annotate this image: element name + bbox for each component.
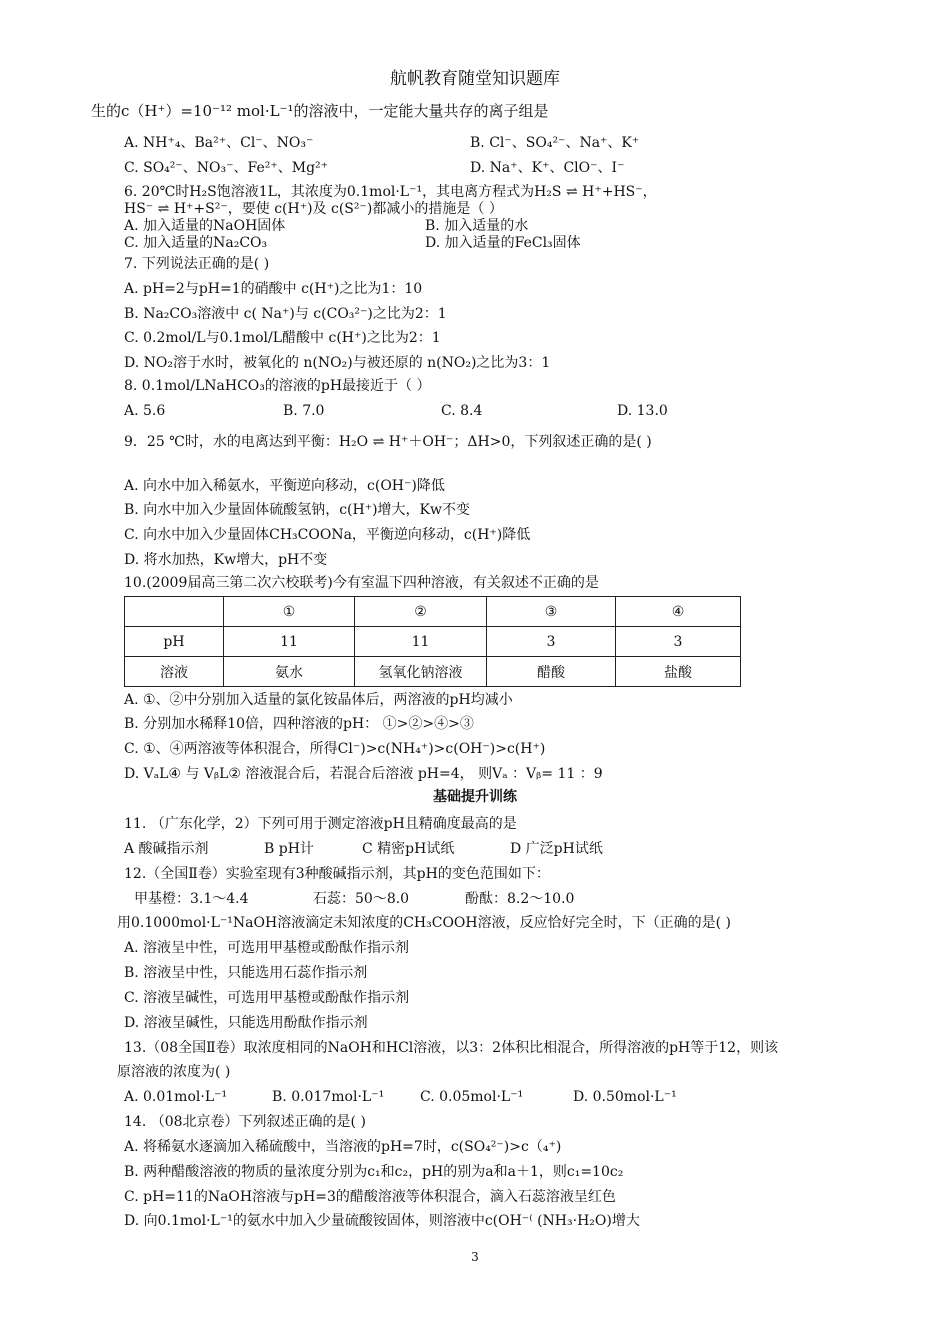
q12-option-b: B. 溶液呈中性，只能选用石蕊作指示剂 [124,965,368,981]
q12-option-a: A. 溶液呈中性，可选用甲基橙或酚酞作指示剂 [124,940,410,956]
q11-option-a: A 酸碱指示剂 [124,841,209,857]
q14-option-d: D. 向0.1mol·L⁻¹的氨水中加入少量硫酸铵固体，则溶液中c(OH⁻⁽ (NH₃·H₂O)增大 [124,1213,640,1229]
q8-option-a: A. 5.6 [124,403,166,419]
option-b: B. Cl⁻、SO₄²⁻、Na⁺、K⁺ [470,135,640,151]
table-cell: 11 [355,627,487,657]
table-cell: pH [125,627,224,657]
table-cell: ④ [616,597,741,627]
table-cell: 11 [224,627,355,657]
q6-option-c: C. 加入适量的Na₂CO₃ [124,235,268,251]
table-cell: 3 [487,627,616,657]
q11-option-b: B pH计 [264,841,314,857]
q12-option-d: D. 溶液呈碱性，只能选用酚酞作指示剂 [124,1015,368,1031]
question-6-cont: HS⁻ ⇌ H⁺+S²⁻，要使 c(H⁺)及 c(S²⁻)都减小的措施是（ ） [124,201,503,217]
question-10: 10.(2009届高三第二次六校联考)今有室温下四种溶液，有关叙述不正确的是 [124,575,599,591]
table-cell [125,597,224,627]
question-9: 9．25 ℃时，水的电离达到平衡：H₂O ⇌ H⁺＋OH⁻；ΔH>0，下列叙述正确的是( ) [124,434,652,450]
section-title: 基础提升训练 [433,789,517,805]
q8-option-d: D. 13.0 [617,403,668,419]
q11-option-c: C 精密pH试纸 [362,841,455,857]
q10-option-c: C. ①、④两溶液等体积混合，所得Cl⁻)>c(NH₄⁺)>c(OH⁻)>c(H⁺) [124,741,546,757]
q7-option-d: D. NO₂溶于水时，被氧化的 n(NO₂)与被还原的 n(NO₂)之比为3：1 [124,355,551,371]
question-12-cont: 用0.1000mol·L⁻¹NaOH溶液滴定未知浓度的CH₃COOH溶液，反应恰好完全时，下（正确的是( ) [117,915,731,931]
q13-option-b: B. 0.017mol·L⁻¹ [272,1089,385,1105]
q7-option-b: B. Na₂CO₃溶液中 c( Na⁺)与 c(CO₃²⁻)之比为2：1 [124,306,447,322]
table-cell: 溶液 [125,657,224,687]
table-row [125,627,741,657]
q13-option-d: D. 0.50mol·L⁻¹ [573,1089,677,1105]
question-14: 14. （08北京卷）下列叙述正确的是( ) [124,1114,366,1130]
indicator-litmus: 石蕊：50～8.0 [313,891,410,907]
option-c: C. SO₄²⁻、NO₃⁻、Fe²⁺、Mg²⁺ [124,160,329,176]
table-cell: 氢氧化钠溶液 [355,657,487,687]
q13-option-c: C. 0.05mol·L⁻¹ [420,1089,524,1105]
indicator-phenolphthalein: 酚酞：8.2～10.0 [465,891,575,907]
q6-option-d: D. 加入适量的FeCl₃固体 [425,235,581,251]
option-d: D. Na⁺、K⁺、ClO⁻、I⁻ [470,160,625,176]
table-cell: 盐酸 [616,657,741,687]
q9-option-a: A. 向水中加入稀氨水，平衡逆向移动，c(OH⁻)降低 [124,478,445,494]
q7-option-a: A. pH=2与pH=1的硝酸中 c(H⁺)之比为1：10 [124,281,423,297]
table-cell: 氨水 [224,657,355,687]
table-cell: ② [355,597,487,627]
q11-option-d: D 广泛pH试纸 [510,841,603,857]
table-cell: ③ [487,597,616,627]
question-6: 6. 20℃时H₂S饱溶液1L，其浓度为0.1mol·L⁻¹，其电离方程式为H₂S ⇌ H⁺+HS⁻， [124,184,657,200]
q9-option-b: B. 向水中加入少量固体硫酸氢钠，c(H⁺)增大，Kw不变 [124,502,470,518]
table-header-row [125,597,741,627]
question-stem: 生的c（H⁺）=10⁻¹² mol·L⁻¹的溶液中，一定能大量共存的离子组是 [91,102,549,120]
q9-option-d: D. 将水加热，Kw增大，pH不变 [124,552,328,568]
indicator-methyl-orange: 甲基橙：3.1～4.4 [134,891,249,907]
option-a: A. NH⁺₄、Ba²⁺、Cl⁻、NO₃⁻ [124,135,314,151]
question-11: 11. （广东化学，2）下列可用于测定溶液pH且精确度最高的是 [124,816,517,832]
solutions-table [124,596,741,687]
q10-option-d: D. VₐL④ 与 VᵦL② 溶液混合后，若混合后溶液 pH=4， 则Vₐ ：Vᵦ= 11 ：9 [124,766,603,782]
table-cell: ① [224,597,355,627]
table-cell: 醋酸 [487,657,616,687]
q9-option-c: C. 向水中加入少量固体CH₃COONa，平衡逆向移动，c(H⁺)降低 [124,527,531,543]
q6-option-b: B. 加入适量的水 [425,218,529,234]
q10-option-a: A. ①、②中分别加入适量的氯化铵晶体后，两溶液的pH均减小 [124,692,513,708]
q14-option-b: B. 两种醋酸溶液的物质的量浓度分别为c₁和c₂，pH的别为a和a＋1，则c₁=10c₂ [124,1164,624,1180]
question-7: 7. 下列说法正确的是( ) [124,256,270,272]
question-13: 13.（08全国Ⅱ卷）取浓度相同的NaOH和HCl溶液，以3：2体积比相混合，所得溶液的pH等于12，则该 [124,1040,779,1056]
question-12: 12.（全国Ⅱ卷）实验室现有3种酸碱指示剂，其pH的变色范围如下： [124,866,550,882]
q8-option-b: B. 7.0 [283,403,325,419]
page-number: 3 [471,1250,479,1264]
question-13-cont: 原溶液的浓度为( ) [117,1064,231,1080]
q12-option-c: C. 溶液呈碱性，可选用甲基橙或酚酞作指示剂 [124,990,410,1006]
table-cell: 3 [616,627,741,657]
q14-option-a: A. 将稀氨水逐滴加入稀硫酸中，当溶液的pH=7时，c(SO₄²⁻)>c（₄⁺) [124,1139,562,1155]
table-row [125,657,741,687]
q14-option-c: C. pH=11的NaOH溶液与pH=3的醋酸溶液等体积混合，滴入石蕊溶液呈红色 [124,1189,616,1205]
question-8: 8. 0.1mol/LNaHCO₃的溶液的pH最接近于（ ） [124,378,431,394]
q6-option-a: A. 加入适量的NaOH固体 [124,218,286,234]
q13-option-a: A. 0.01mol·L⁻¹ [124,1089,228,1105]
q8-option-c: C. 8.4 [441,403,483,419]
q7-option-c: C. 0.2mol/L与0.1mol/L醋酸中 c(H⁺)之比为2：1 [124,330,441,346]
page-header: 航帆教育随堂知识题库 [390,69,560,89]
q10-option-b: B. 分别加水稀释10倍，四种溶液的pH： ①>②>④>③ [124,716,474,732]
